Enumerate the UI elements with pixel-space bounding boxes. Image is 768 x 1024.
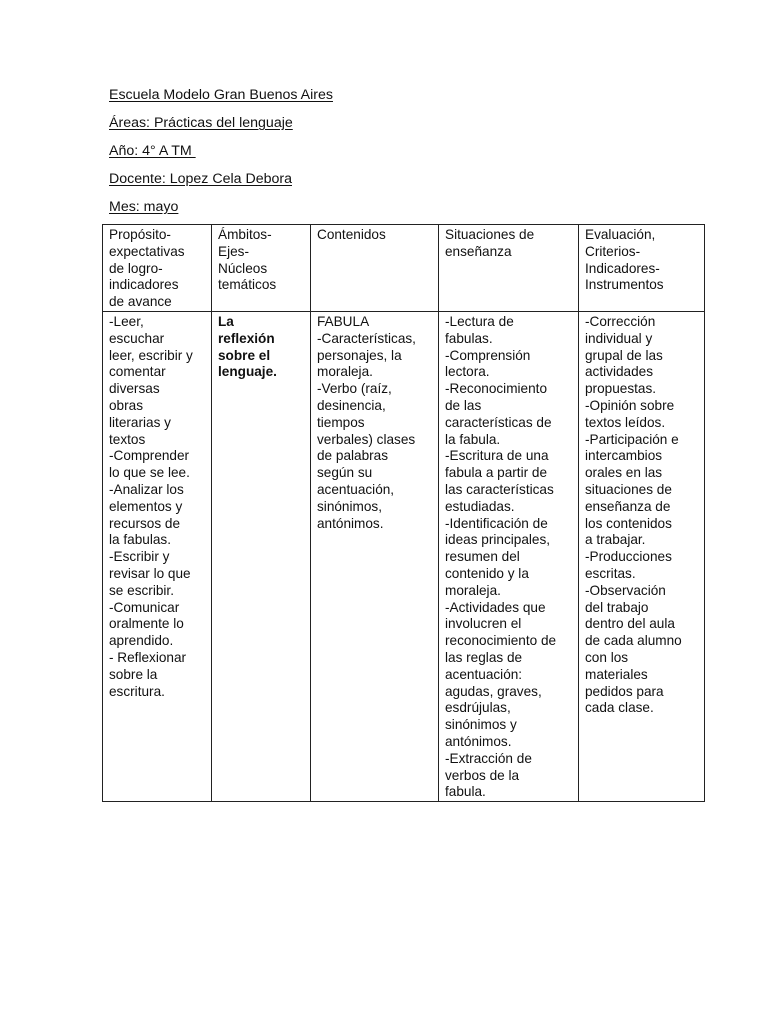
cell-text-line: reflexión [218,330,275,346]
cell-text-line: leer, escribir y [109,347,193,363]
cell-text-line: -Corrección [585,313,656,329]
cell-text-line: -Escribir y [109,549,170,565]
cell-text-line: propuestas. [585,381,657,397]
cell-text-line: de las [445,397,482,413]
cell-text-line: -Verbo (raíz, [317,381,392,397]
cell-evaluacion [579,311,705,801]
cell-text-line: recursos de [109,515,181,531]
cell-text-line: las reglas de [445,649,523,665]
cell-text-line: diversas [109,381,160,397]
cell-text-line: ideas principales, [445,532,551,548]
cell-text-line: personajes, la [317,347,402,363]
column-header-propositos [103,225,212,312]
school-year: Año: 4° A TM [109,143,196,159]
cell-text-line: textos leídos. [585,414,666,430]
cell-contenidos [311,311,439,801]
cell-text-line: reconocimiento de [445,633,557,649]
cell-text-line: elementos y [109,498,183,514]
cell-text-line: lenguaje. [218,364,277,380]
cell-text-line: cada clase. [585,700,654,716]
cell-text-line: pedidos para [585,683,664,699]
cell-text-line: agudas, graves, [445,683,542,699]
cell-text-line: las características [445,481,554,497]
cell-text-line: escritas. [585,565,636,581]
cell-text-line: sobre el [218,347,271,363]
cell-text-line: -Comprender [109,448,190,464]
cell-text-line: fabula a partir de [445,465,548,481]
cell-text-line: indicadores [109,277,179,293]
cell-text-line: -Características, [317,330,416,346]
cell-text-line: Evaluación, [585,227,656,242]
cell-text-line: revisar lo que [109,565,191,581]
cell-text-line: temáticos [218,277,277,293]
cell-text-line: -Participación e [585,431,679,447]
cell-text-line: verbos de la [445,767,520,783]
cell-text-line: -Lectura de [445,313,514,329]
cell-text-line: Criterios- [585,243,641,259]
cell-text-line: desinencia, [317,397,386,413]
cell-text-line: intercambios [585,448,663,464]
cell-text-line: Instrumentos [585,277,664,293]
cell-text-line: -Comprensión [445,347,531,363]
cell-text-line: sobre la [109,666,158,682]
cell-text-line: -Analizar los [109,481,184,497]
cell-text-line: Contenidos [317,227,386,242]
cell-text-line: la fabulas. [109,532,171,548]
cell-text-line: aprendido. [109,633,174,649]
cell-text-line: escuchar [109,330,165,346]
cell-text-line: de logro- [109,260,163,276]
document-header [109,86,629,226]
column-header-contenidos [311,225,439,312]
cell-text-line: fabula. [445,784,486,800]
cell-text-line: según su [317,465,373,481]
cell-text-line: grupal de las [585,347,663,363]
cell-text-line: Situaciones de [445,227,535,242]
cell-text-line: Núcleos [218,260,268,276]
teacher-name: Docente: Lopez Cela Debora [109,171,292,187]
cell-text-line: Propósito- [109,227,171,242]
cell-text-line: La [218,313,234,329]
cell-text-line: características de [445,414,552,430]
cell-text-line: -Comunicar [109,599,180,615]
column-header-situaciones [439,225,579,312]
month: Mes: mayo [109,199,179,215]
planning-table [102,224,705,802]
cell-text-line: -Leer, [109,313,144,329]
cell-text-line: antónimos. [445,733,512,749]
subject-area: Áreas: Prácticas del lenguaje [109,115,293,131]
cell-text-line: con los [585,649,629,665]
cell-text-line: involucren el [445,616,522,632]
cell-text-line: -Identificación de [445,515,548,531]
cell-propositos [103,311,212,801]
cell-text-line: oralmente lo [109,616,184,632]
table-row [103,311,705,801]
cell-text-line: moraleja. [445,582,501,598]
cell-text-line: Ámbitos- [218,227,272,242]
cell-text-line: FABULA [317,313,370,329]
column-header-ambitos [212,225,311,312]
cell-text-line: Ejes- [218,243,249,259]
cell-text-line: estudiadas. [445,498,515,514]
cell-text-line: textos [109,431,146,447]
cell-text-line: Indicadores- [585,260,660,276]
cell-text-line: actividades [585,364,654,380]
cell-text-line: de palabras [317,448,389,464]
cell-text-line: comentar [109,364,166,380]
cell-text-line: obras [109,397,144,413]
cell-ambitos [212,311,311,801]
cell-text-line: antónimos. [317,515,384,531]
cell-text-line: a trabajar. [585,532,646,548]
cell-text-line: acentuación: [445,666,523,682]
cell-text-line: -Observación [585,582,666,598]
cell-text-line: -Opinión sobre [585,397,675,413]
cell-text-line: resumen del [445,549,520,565]
cell-text-line: individual y [585,330,653,346]
cell-text-line: se escribir. [109,582,174,598]
cell-text-line: -Reconocimiento [445,381,547,397]
column-header-evaluacion [579,225,705,312]
cell-text-line: -Producciones [585,549,672,565]
cell-text-line: - Reflexionar [109,649,187,665]
cell-text-line: esdrújulas, [445,700,511,716]
cell-situaciones [439,311,579,801]
cell-text-line: lectora. [445,364,490,380]
cell-text-line: fabulas. [445,330,493,346]
cell-text-line: de avance [109,294,172,310]
cell-text-line: sinónimos y [445,717,517,733]
cell-text-line: acentuación, [317,481,395,497]
cell-text-line: tiempos [317,414,365,430]
cell-text-line: -Extracción de [445,750,532,766]
cell-text-line: lo que se lee. [109,465,190,481]
cell-text-line: enseñanza de [585,498,671,514]
cell-text-line: -Actividades que [445,599,546,615]
cell-text-line: orales en las [585,465,663,481]
cell-text-line: situaciones de [585,481,672,497]
cell-text-line: verbales) clases [317,431,416,447]
cell-text-line: -Escritura de una [445,448,549,464]
school-name: Escuela Modelo Gran Buenos Aires [109,87,333,103]
cell-text-line: expectativas [109,243,185,259]
cell-text-line: moraleja. [317,364,373,380]
cell-text-line: sinónimos, [317,498,382,514]
cell-text-line: materiales [585,666,648,682]
cell-text-line: dentro del aula [585,616,675,632]
cell-text-line: del trabajo [585,599,649,615]
cell-text-line: los contenidos [585,515,672,531]
cell-text-line: literarias y [109,414,171,430]
cell-text-line: de cada alumno [585,633,682,649]
cell-text-line: contenido y la [445,565,529,581]
table-header-row [103,225,705,312]
cell-text-line: enseñanza [445,243,512,259]
cell-text-line: escritura. [109,683,165,699]
cell-text-line: la fabula. [445,431,501,447]
